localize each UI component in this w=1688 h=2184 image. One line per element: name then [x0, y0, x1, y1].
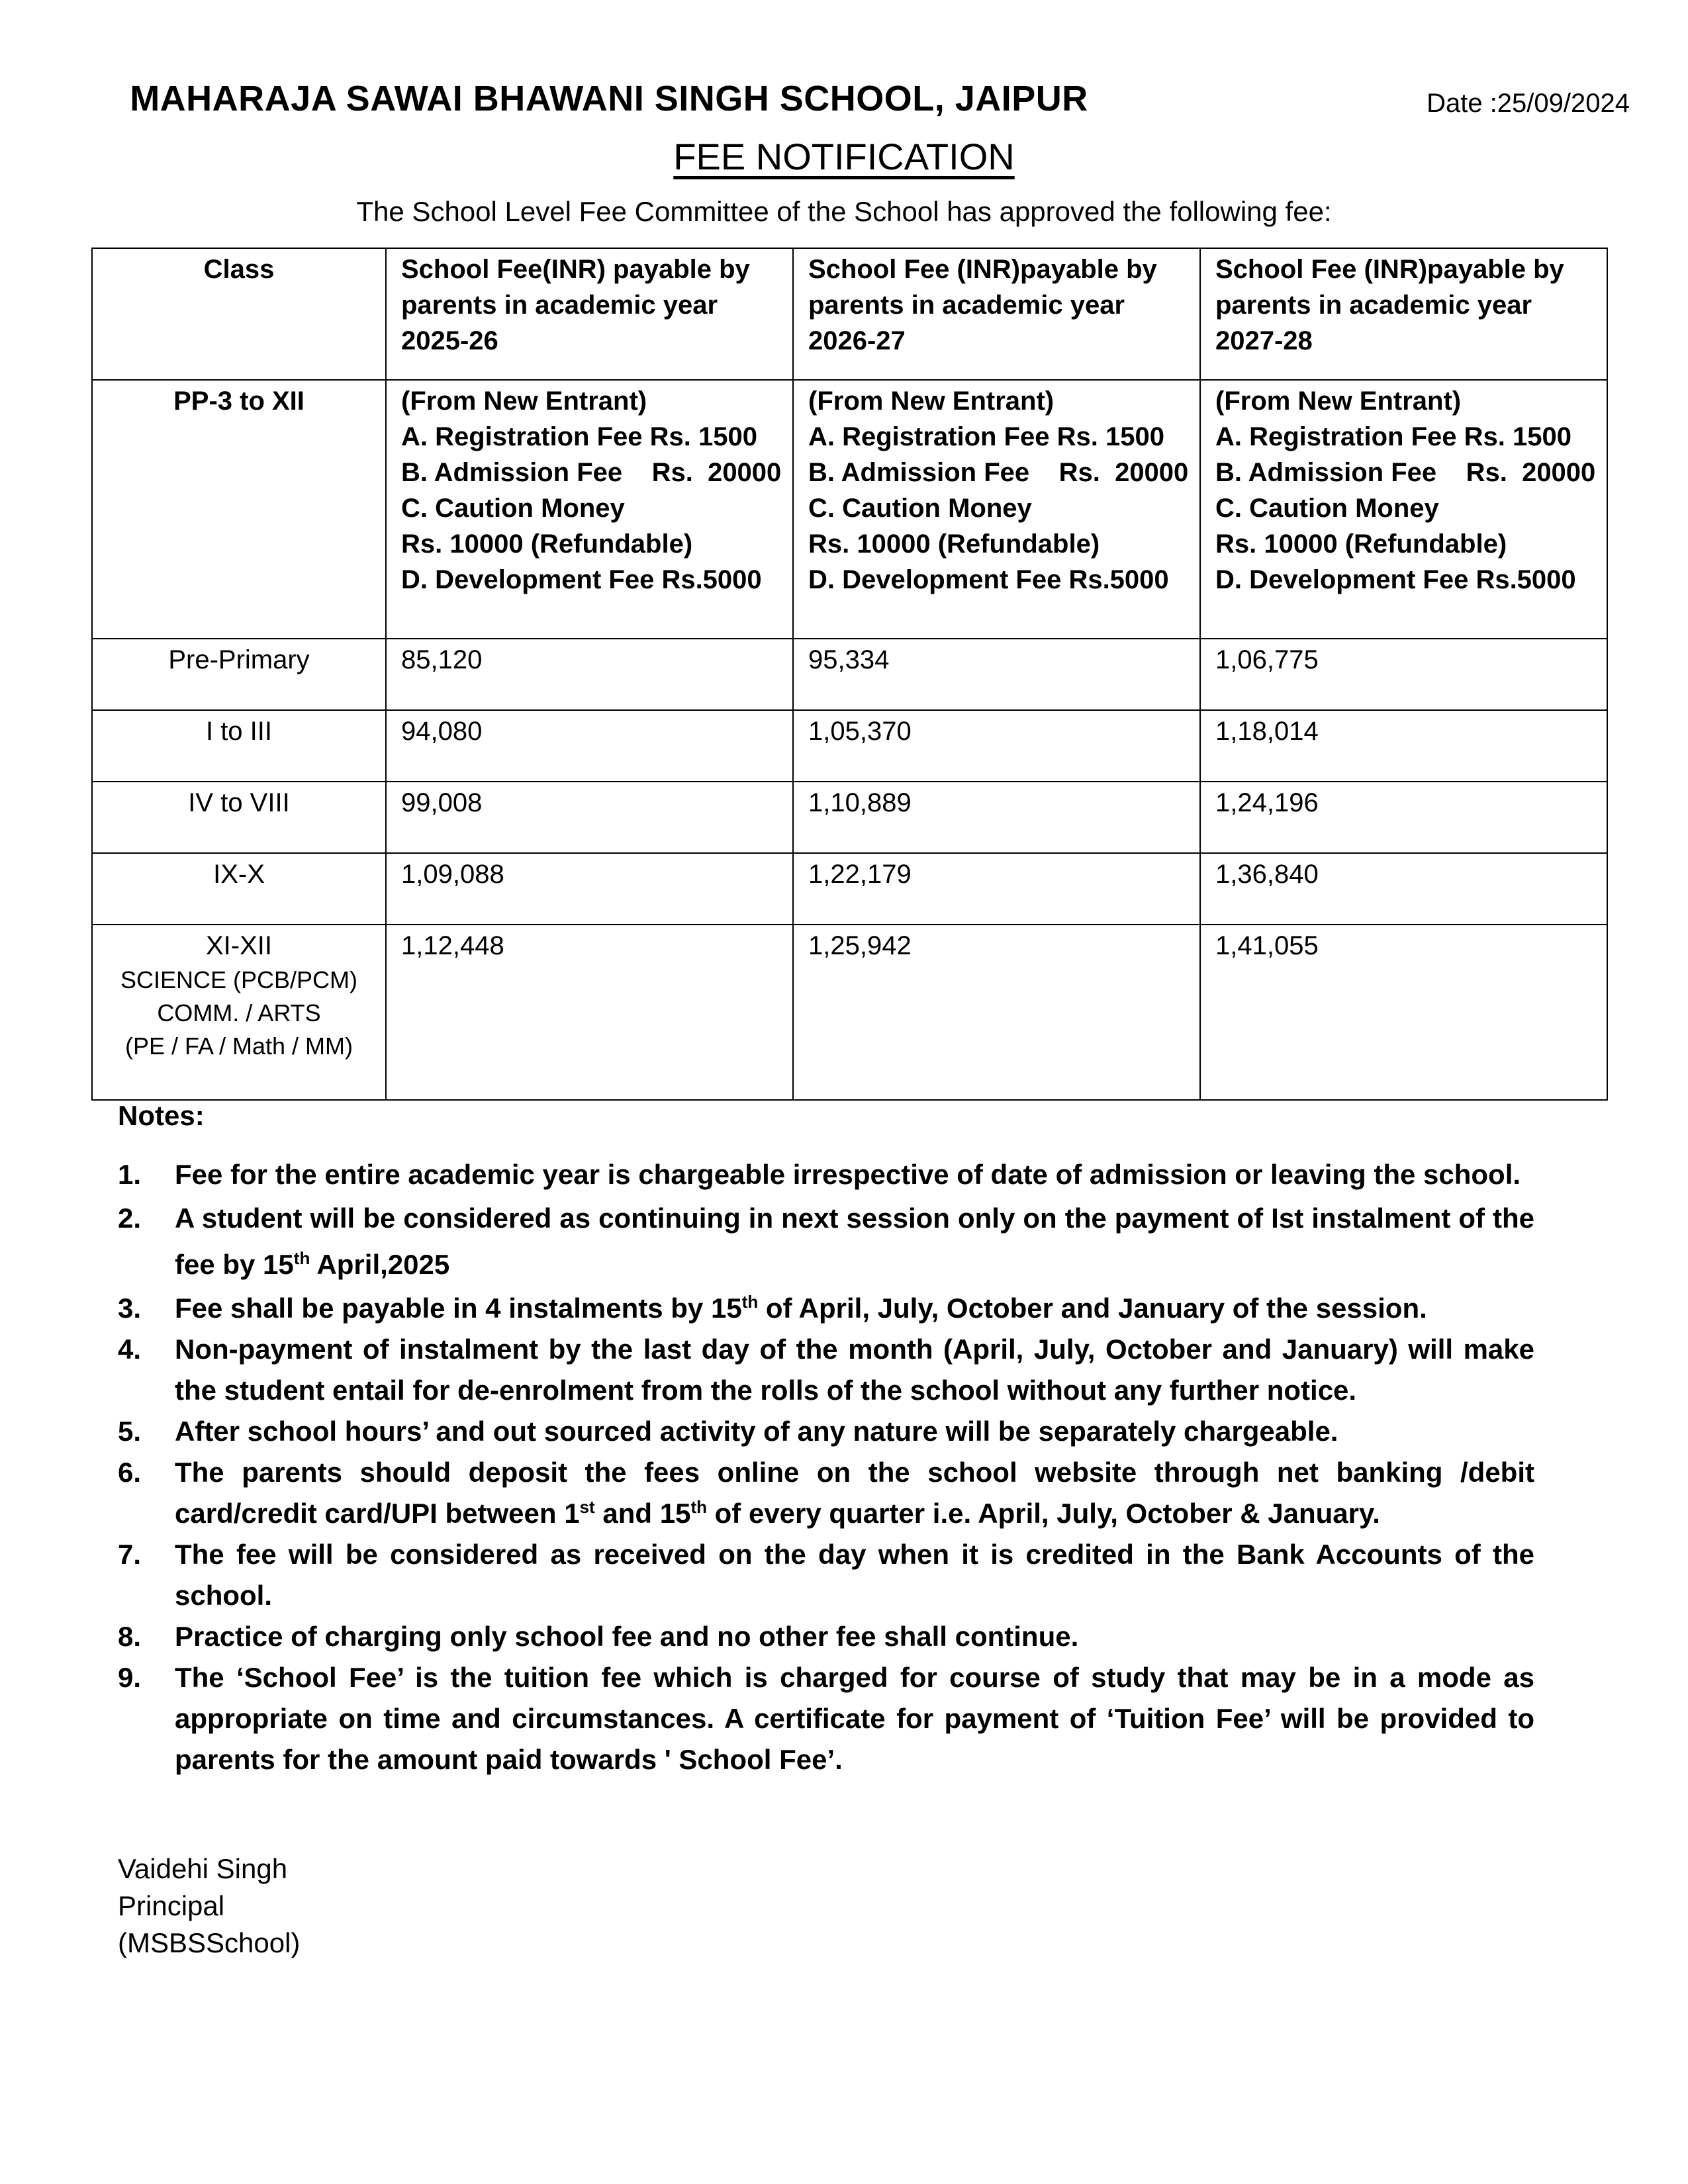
fee-cell: 1,12,448 [386, 925, 793, 1100]
signature-block [118, 1850, 300, 1962]
note-item: 2. A student will be considered as continuing in next session only on the payment of Ist instalment of the fee by 15th April,2025 [118, 1203, 1534, 1280]
note-item: 7. The fee will be considered as received on the day when it is credited in the Bank Accounts of the school. [118, 1539, 1534, 1611]
signatory-name: Vaidehi Singh [118, 1853, 288, 1884]
new-entrant-fees-2025-26: (From New Entrant) A. Registration Fee Rs. 1500 B. Admission Fee Rs. 20000 C. Caution Money Rs. 10000 (Refundable) D. Development Fee Rs.5000 [386, 380, 793, 639]
table-row [92, 853, 1607, 925]
fee-cell: 1,22,179 [793, 853, 1200, 925]
page-title: FEE NOTIFICATION [673, 136, 1015, 177]
note-item: 5. After school hours’ and out sourced activity of any nature will be separately chargeable. [118, 1416, 1338, 1447]
notification-date: Date :25/09/2024 [1427, 89, 1630, 118]
note-item: 4. Non-payment of instalment by the last day of the month (April, July, October and January) will make the student entail for de-enrolment from the rolls of the school without any further notice. [118, 1334, 1534, 1406]
note-item: 6. The parents should deposit the fees online on the school website through net banking /debit card/credit card/UPI between 1st and 15th of every quarter i.e. April, July, October & January. [118, 1457, 1534, 1529]
fee-table [91, 248, 1608, 1101]
class-cell: XI-XII SCIENCE (PCB/PCM) COMM. / ARTS (PE / FA / Math / MM) [92, 925, 386, 1100]
intro-text: The School Level Fee Committee of the School has approved the following fee: [356, 196, 1332, 227]
fee-cell: 1,18,014 [1200, 710, 1607, 782]
note-item: 3. Fee shall be payable in 4 instalments by 15th of April, July, October and January of the session. [118, 1292, 1427, 1324]
new-entrant-row [92, 380, 1607, 639]
header-class: Class [92, 248, 386, 380]
class-cell: Pre-Primary [92, 639, 386, 710]
note-item: 9. The ‘School Fee’ is the tuition fee which is charged for course of study that may be in a mode as appropriate on time and circumstances. A certificate for payment of ‘Tuition Fee’ will be provided to parents for the amount paid towards ' School Fee’. [118, 1662, 1534, 1775]
table-row [92, 710, 1607, 782]
fee-cell: 1,25,942 [793, 925, 1200, 1100]
signatory-designation: Principal [118, 1890, 225, 1921]
fee-cell: 99,008 [386, 782, 793, 853]
fee-cell: 1,36,840 [1200, 853, 1607, 925]
fee-cell: 1,10,889 [793, 782, 1200, 853]
table-row [92, 639, 1607, 710]
notes-list [118, 1154, 1534, 1780]
fee-cell: 1,24,196 [1200, 782, 1607, 853]
note-item: 1. Fee for the entire academic year is chargeable irrespective of date of admission or leaving the school. [118, 1159, 1521, 1190]
fee-cell: 1,06,775 [1200, 639, 1607, 710]
fee-cell: 1,09,088 [386, 853, 793, 925]
new-entrant-fees-2027-28: (From New Entrant) A. Registration Fee Rs. 1500 B. Admission Fee Rs. 20000 C. Caution Money Rs. 10000 (Refundable) D. Development Fee Rs.5000 [1200, 380, 1607, 639]
notes-heading: Notes: [118, 1100, 205, 1131]
note-item: 8. Practice of charging only school fee and no other fee shall continue. [118, 1621, 1079, 1652]
header-2026-27: School Fee (INR)payable by parents in academic year 2026-27 [793, 248, 1200, 380]
fee-cell: 1,05,370 [793, 710, 1200, 782]
table-header-row [92, 248, 1607, 380]
school-name: MAHARAJA SAWAI BHAWANI SINGH SCHOOL, JAIPUR [130, 79, 1088, 118]
signatory-org: (MSBSSchool) [118, 1927, 301, 1958]
class-cell: IX-X [92, 853, 386, 925]
table-row [92, 782, 1607, 853]
header-2027-28: School Fee (INR)payable by parents in academic year 2027-28 [1200, 248, 1607, 380]
class-cell: IV to VIII [92, 782, 386, 853]
fee-cell: 1,41,055 [1200, 925, 1607, 1100]
fee-cell: 94,080 [386, 710, 793, 782]
fee-cell: 85,120 [386, 639, 793, 710]
new-entrant-class: PP-3 to XII [92, 380, 386, 639]
class-cell: I to III [92, 710, 386, 782]
fee-cell: 95,334 [793, 639, 1200, 710]
new-entrant-fees-2026-27: (From New Entrant) A. Registration Fee Rs. 1500 B. Admission Fee Rs. 20000 C. Caution Money Rs. 10000 (Refundable) D. Development Fee Rs.5000 [793, 380, 1200, 639]
table-row [92, 925, 1607, 1100]
header-2025-26: School Fee(INR) payable by parents in academic year 2025-26 [386, 248, 793, 380]
